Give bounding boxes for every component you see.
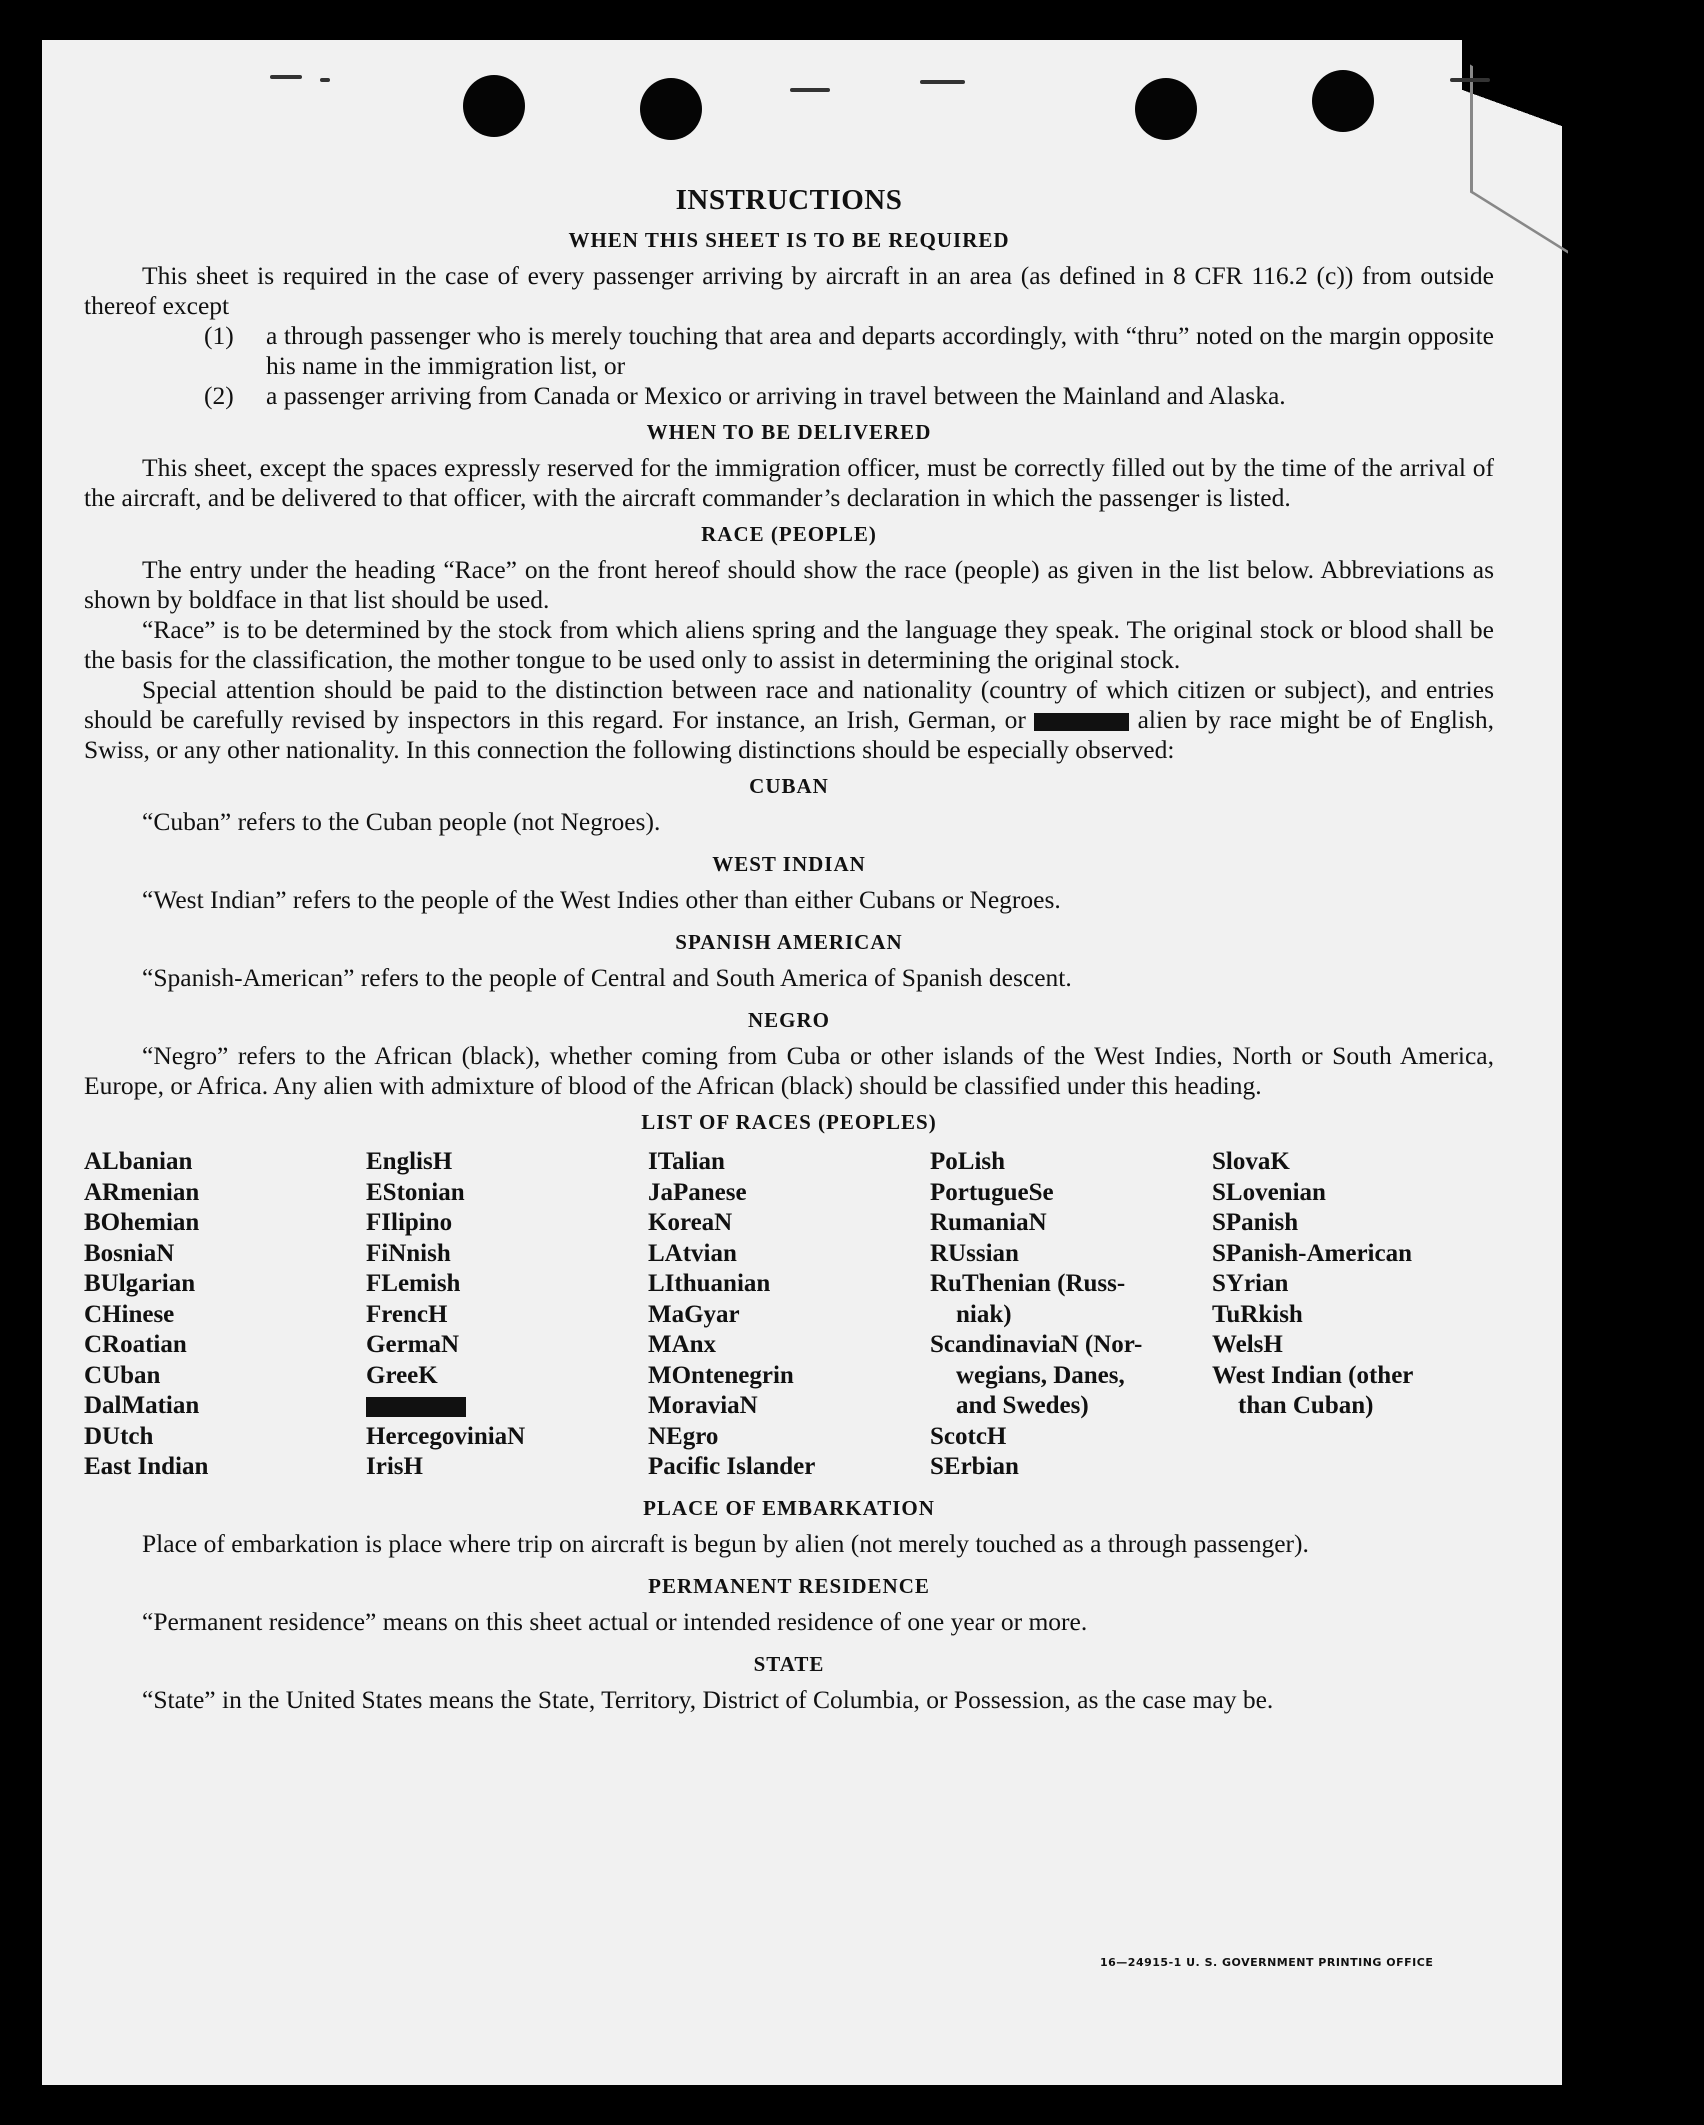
races-column xyxy=(1212,1147,1494,1483)
races-column xyxy=(84,1147,366,1483)
paragraph: “Race” is to be determined by the stock from which aliens spring and the language they speak. The original stock or blood shall be the basis for the classification, the mother tongue to be used only to assist in determining the original stock. xyxy=(84,615,1494,674)
section-heading: WEST INDIAN xyxy=(712,852,866,876)
race-item: GermaN xyxy=(366,1331,460,1358)
punch-hole xyxy=(1135,78,1197,140)
paragraph-part: Special attention should be paid to the distinction between race and nationality (country of which citizen or subject), and entries should be carefully revised by inspectors in this regard. For instance, an Irish, German, or xyxy=(84,675,1494,734)
section-heading: NEGRO xyxy=(747,1008,830,1032)
scan-speck xyxy=(1450,78,1490,82)
race-item: FrencH xyxy=(366,1300,448,1328)
paragraph: This sheet, except the spaces expressly reserved for the immigration officer, must be correctly filled out by the time of the arrival of the aircraft, and be delivered to that officer, with the aircraft commander’s declaration in which the passenger is listed. xyxy=(84,453,1494,512)
race-item: LIthuanian xyxy=(648,1270,771,1297)
race-item: ARmenian xyxy=(84,1178,200,1206)
punch-hole xyxy=(1312,70,1374,132)
race-item: MaGyar xyxy=(648,1300,740,1328)
race-item: SLovenian xyxy=(1212,1178,1326,1206)
race-item-continuation: and Swedes) xyxy=(956,1392,1089,1419)
race-item: NEgro xyxy=(648,1422,719,1450)
race-item: BOhemian xyxy=(84,1209,200,1236)
paragraph xyxy=(84,675,1494,765)
printer-imprint: 16—24915-1 U. S. GOVERNMENT PRINTING OFFICE xyxy=(1100,1956,1434,1969)
race-item-redacted xyxy=(366,1391,648,1422)
race-item: WelsH xyxy=(1212,1331,1283,1358)
race-item: SYrian xyxy=(1212,1270,1289,1297)
race-item: HercegoviniaN xyxy=(366,1422,526,1450)
race-item-continuation: wegians, Danes, xyxy=(956,1361,1125,1389)
list-item xyxy=(84,321,1494,381)
race-item: RUssian xyxy=(930,1239,1019,1267)
punch-hole xyxy=(463,75,525,137)
races-list xyxy=(84,1147,1494,1483)
list-text: a through passenger who is merely touching that area and departs accordingly, with “thru” noted on the margin opposite his name in the immigration list, or xyxy=(266,321,1494,380)
redaction-mark xyxy=(1034,713,1129,731)
race-item-continuation: niak) xyxy=(956,1300,1012,1328)
list-number: (2) xyxy=(204,381,234,410)
paragraph: The entry under the heading “Race” on the front hereof should show the race (people) as given in the list below. Abbreviations as shown by boldface in that list should be used. xyxy=(84,555,1494,614)
races-column xyxy=(930,1147,1212,1483)
races-column xyxy=(648,1147,930,1483)
race-item-continuation: than Cuban) xyxy=(1238,1392,1374,1419)
paragraph: Place of embarkation is place where trip on aircraft is begun by alien (not merely touched as a through passenger). xyxy=(142,1528,1309,1558)
section-heading: LIST OF RACES (PEOPLES) xyxy=(641,1110,937,1134)
paragraph: This sheet is required in the case of every passenger arriving by aircraft in an area (as defined in 8 CFR 116.2 (c)) from outside thereof except xyxy=(84,261,1494,320)
race-item: SlovaK xyxy=(1212,1148,1290,1175)
races-column xyxy=(366,1147,648,1483)
section-heading: RACE (PEOPLE) xyxy=(701,522,877,546)
section-heading: WHEN TO BE DELIVERED xyxy=(646,420,932,444)
section-heading: SPANISH AMERICAN xyxy=(675,930,903,954)
race-item: FLemish xyxy=(366,1270,461,1297)
race-item: GreeK xyxy=(366,1361,438,1389)
section-heading: PERMANENT RESIDENCE xyxy=(648,1573,930,1598)
race-item: CRoatian xyxy=(84,1331,187,1358)
scan-speck xyxy=(320,78,330,82)
race-item: FIlipino xyxy=(366,1209,453,1236)
instructions-content xyxy=(84,185,1494,1715)
race-item: MoraviaN xyxy=(648,1392,758,1419)
scan-speck xyxy=(270,75,302,79)
scan-speck xyxy=(920,80,965,84)
race-item: PortugueSe xyxy=(930,1178,1054,1206)
paragraph: “Spanish-American” refers to the people of Central and South America of Spanish descent. xyxy=(142,963,1072,992)
race-item: RumaniaN xyxy=(930,1209,1047,1236)
race-item: IrisH xyxy=(366,1453,423,1480)
race-item: DUtch xyxy=(84,1422,154,1450)
race-item: KoreaN xyxy=(648,1209,733,1236)
race-item: JaPanese xyxy=(648,1178,747,1206)
section-heading: STATE xyxy=(753,1651,825,1676)
race-item: LAtvian xyxy=(648,1239,737,1267)
paragraph: “West Indian” refers to the people of the West Indies other than either Cubans or Negroes. xyxy=(142,885,1061,914)
paragraph: “State” in the United States means the State, Territory, District of Columbia, or Possession, as the case may be. xyxy=(142,1684,1274,1714)
race-item: SErbian xyxy=(930,1453,1019,1480)
section-heading: CUBAN xyxy=(749,774,829,798)
race-item: West Indian (other xyxy=(1212,1361,1414,1389)
race-item: Pacific Islander xyxy=(648,1453,816,1480)
race-item: BUlgarian xyxy=(84,1270,196,1297)
list-item xyxy=(84,381,1494,411)
race-item: SPanish-American xyxy=(1212,1239,1412,1267)
race-item: FiNnish xyxy=(366,1239,451,1267)
race-item: ITalian xyxy=(648,1148,725,1175)
section-heading: WHEN THIS SHEET IS TO BE REQUIRED xyxy=(568,228,1010,252)
race-item: SPanish xyxy=(1212,1209,1299,1236)
race-item: PoLish xyxy=(930,1148,1006,1175)
paragraph: “Negro” refers to the African (black), whether coming from Cuba or other islands of the West Indies, North or South America, Europe, or Africa. Any alien with admixture of blood of the African (black) should be classified under this heading. xyxy=(84,1041,1494,1100)
list-text: a passenger arriving from Canada or Mexico or arriving in travel between the Mainland and Alaska. xyxy=(266,381,1286,410)
race-item: TuRkish xyxy=(1212,1300,1303,1328)
race-item: EStonian xyxy=(366,1178,465,1206)
race-item: EnglisH xyxy=(366,1148,453,1175)
race-item: MOntenegrin xyxy=(648,1361,794,1389)
race-item: ScandinaviaN (Nor- xyxy=(930,1331,1143,1358)
list-number: (1) xyxy=(204,321,234,350)
race-item: DalMatian xyxy=(84,1392,200,1419)
section-heading: PLACE OF EMBARKATION xyxy=(643,1495,935,1520)
page-title: INSTRUCTIONS xyxy=(675,184,903,216)
paragraph-part: alien by race might be of English, Swiss, or any other nationality. In this connection the following distinctions should be especially observed: xyxy=(84,705,1495,764)
paragraph: “Permanent residence” means on this sheet actual or intended residence of one year or more. xyxy=(142,1606,1088,1636)
punch-hole xyxy=(640,78,702,140)
paragraph: “Cuban” refers to the Cuban people (not Negroes). xyxy=(142,807,661,836)
scan-speck xyxy=(790,88,830,92)
race-item: CUban xyxy=(84,1361,161,1389)
race-item: CHinese xyxy=(84,1300,175,1328)
race-item: RuThenian (Russ- xyxy=(930,1270,1126,1297)
race-item: East Indian xyxy=(84,1453,209,1480)
race-item: ScotcH xyxy=(930,1422,1007,1450)
redaction-mark xyxy=(366,1397,466,1417)
race-item: BosniaN xyxy=(84,1239,175,1267)
race-item: MAnx xyxy=(648,1331,717,1358)
race-item: ALbanian xyxy=(84,1148,193,1175)
